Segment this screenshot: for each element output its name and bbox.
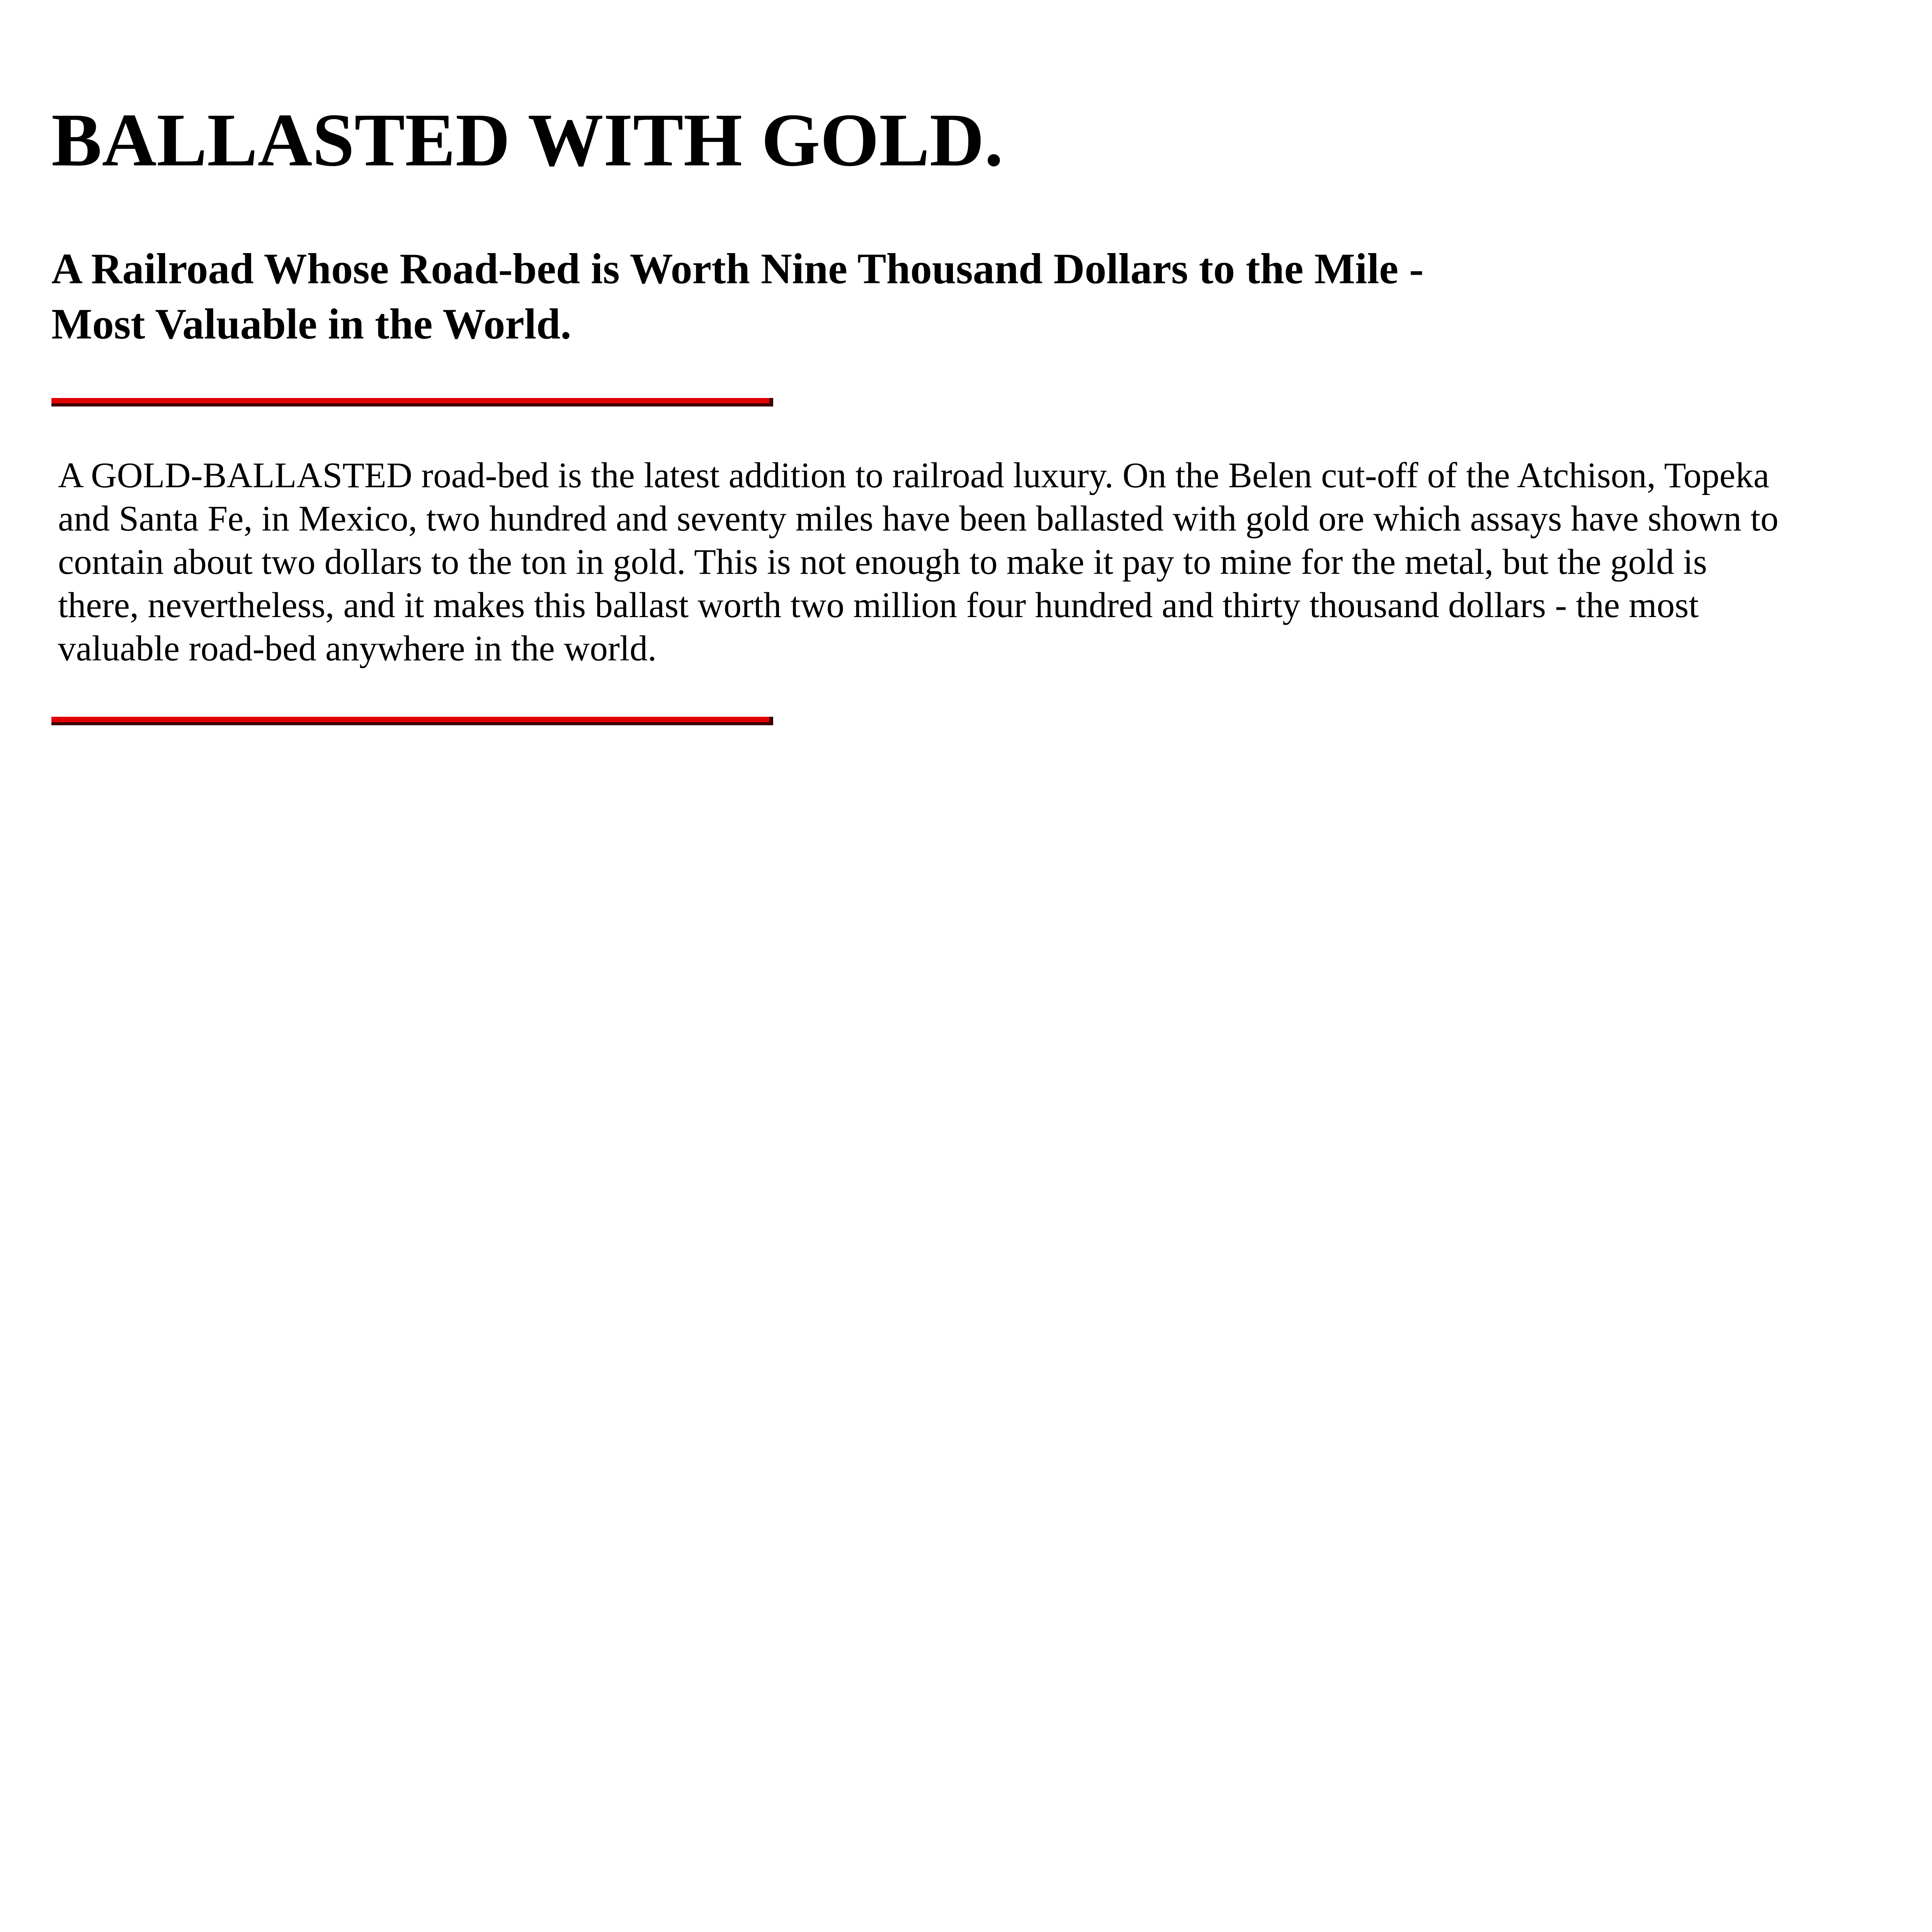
subheadline-line: Most Valuable in the World. (51, 300, 571, 348)
body-line: there, nevertheless, and it makes this ballast worth two million four hundred and thirty thousand dollars - the most (58, 585, 1699, 625)
body-line: contain about two dollars to the ton in gold. This is not enough to make it pay to mine for the metal, but the gold is (58, 542, 1707, 582)
bottom-divider-rule (51, 717, 773, 725)
top-divider-rule (51, 398, 773, 406)
article-headline: BALLASTED WITH GOLD. (51, 98, 1003, 182)
subheadline-line: A Railroad Whose Road-bed is Worth Nine Thousand Dollars to the Mile - (51, 245, 1424, 293)
body-line: A GOLD-BALLASTED road-bed is the latest addition to railroad luxury. On the Belen cut-off of the Atchison, Topeka (58, 456, 1769, 495)
article-subheadline (51, 242, 1597, 352)
article-body (58, 454, 1920, 670)
body-line: and Santa Fe, in Mexico, two hundred and seventy miles have been ballasted with gold ore which assays have shown to (58, 499, 1779, 539)
body-line: valuable road-bed anywhere in the world. (58, 629, 657, 668)
